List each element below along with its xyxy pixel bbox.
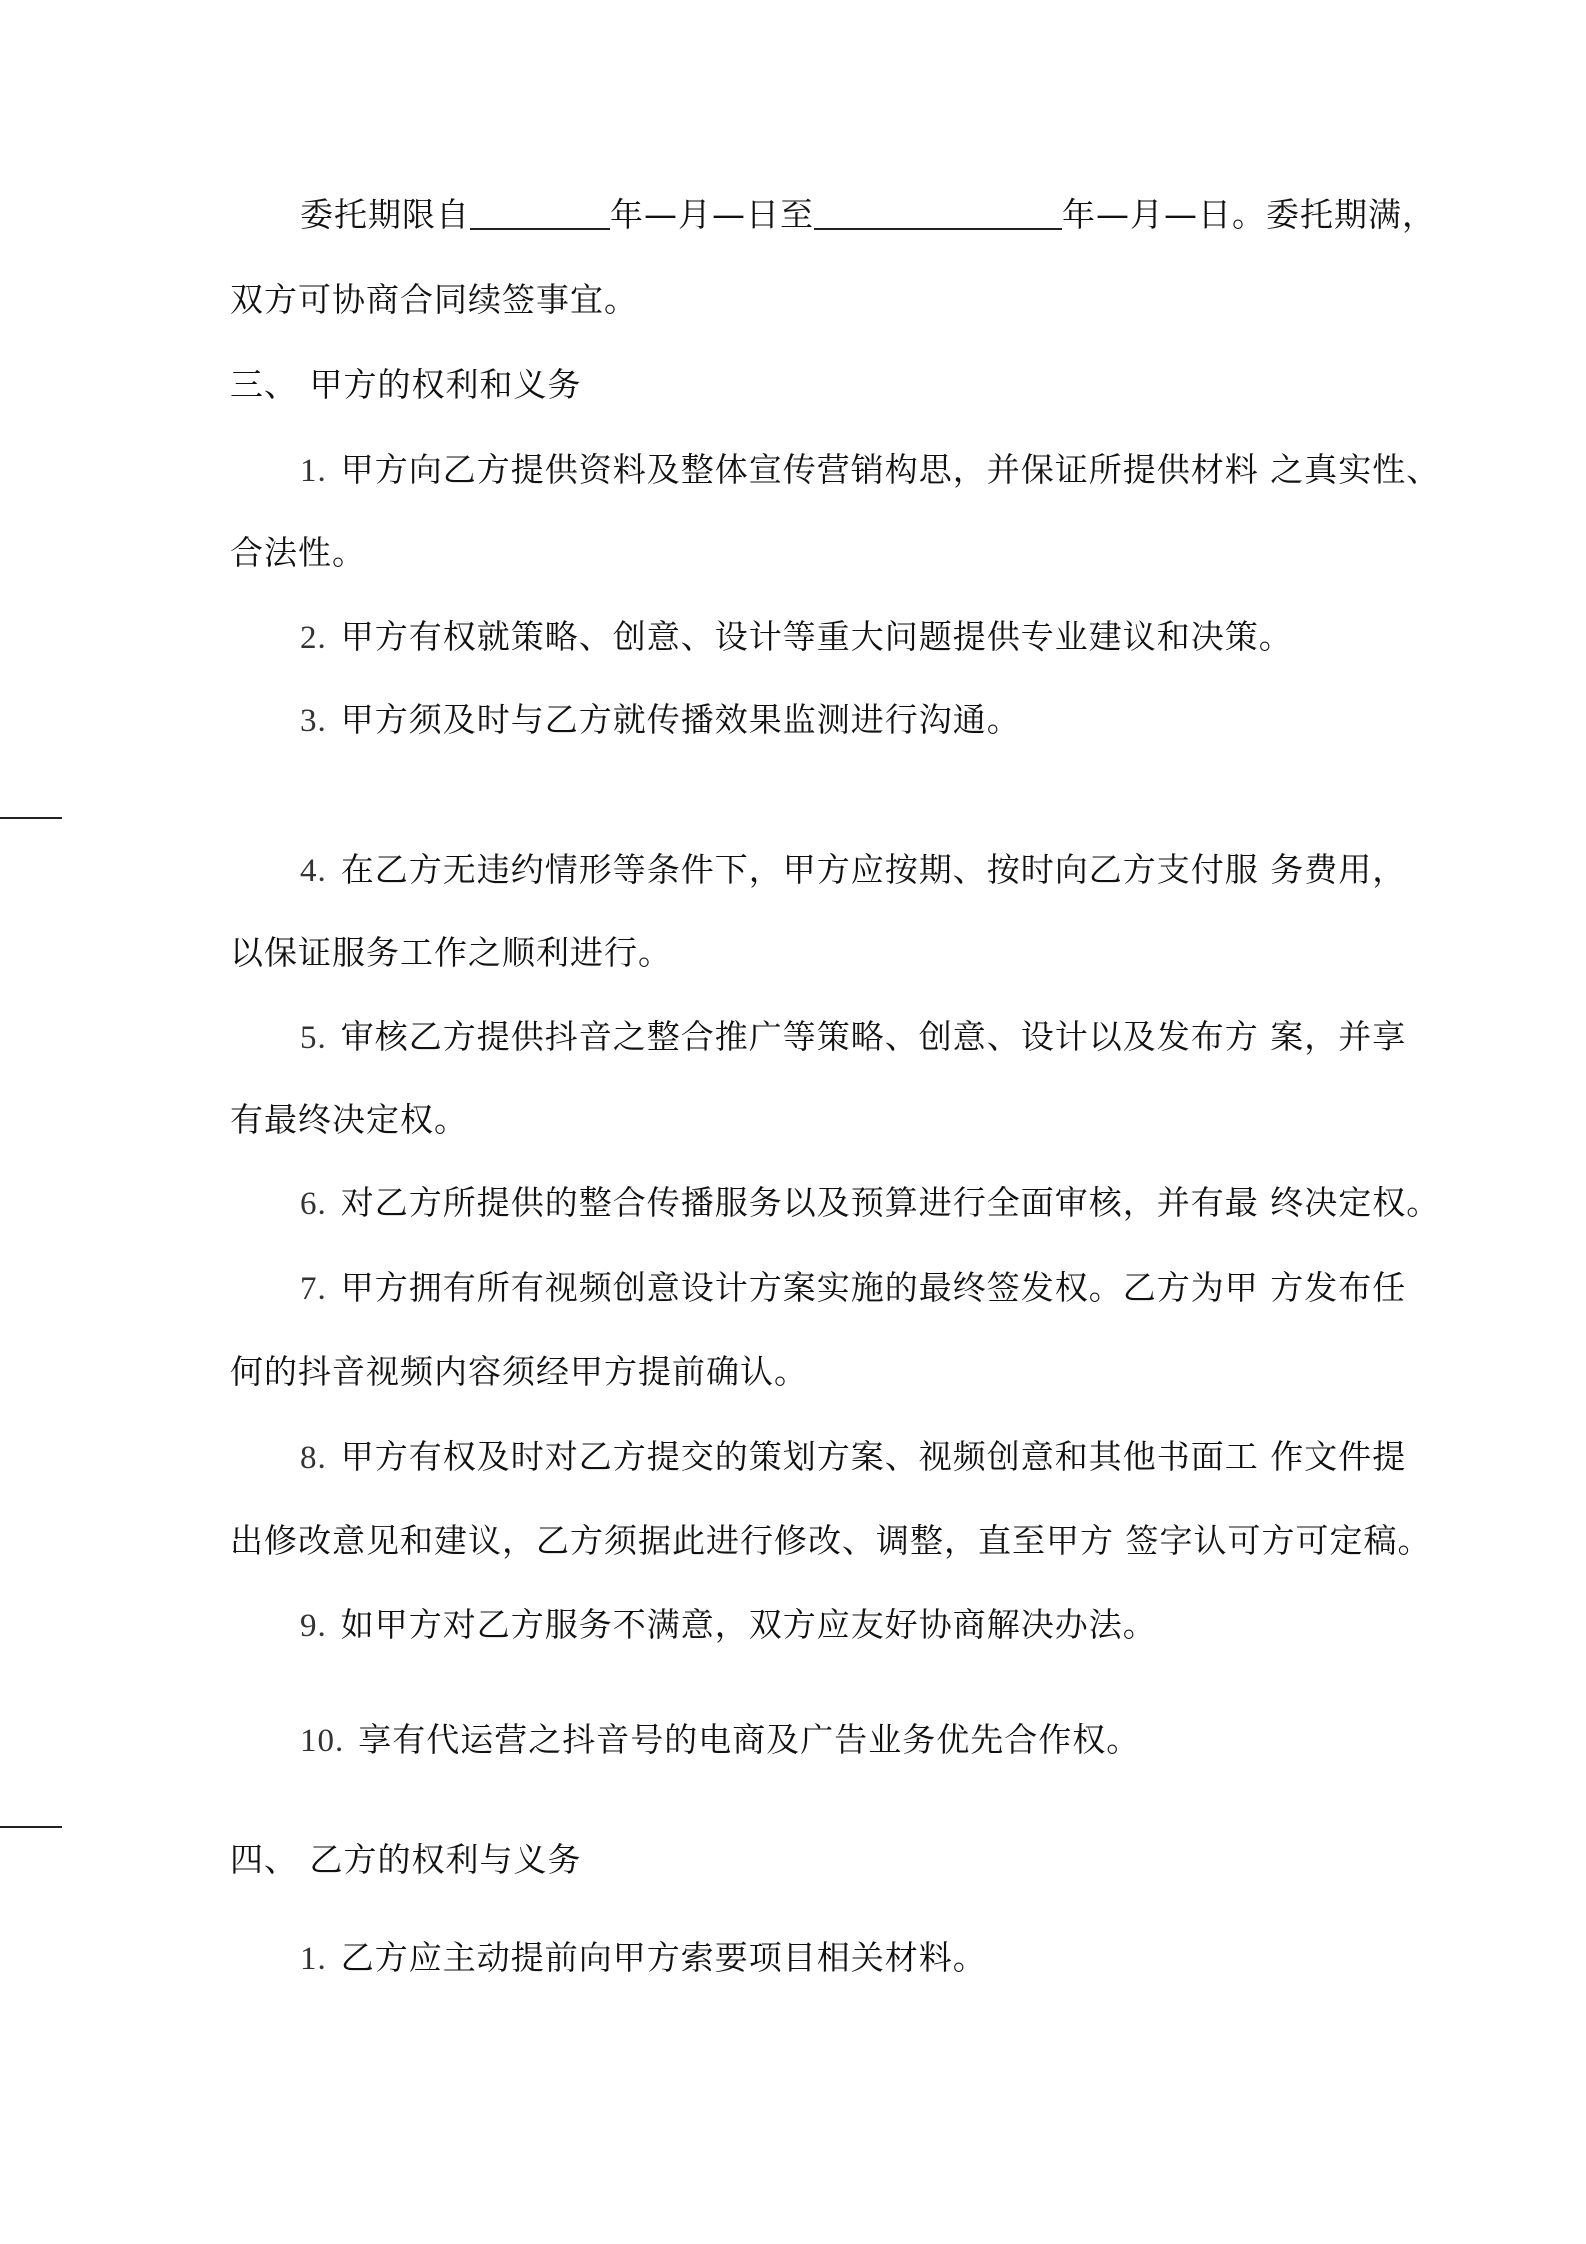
item-number: 3.	[300, 703, 327, 739]
section-heading: 四、 乙方的权利与义务	[230, 1840, 582, 1879]
list-item	[300, 850, 1406, 891]
list-item	[300, 1437, 1406, 1478]
item-number: 9.	[300, 1608, 327, 1644]
page-break-mark	[0, 1826, 62, 1828]
term-continuation: 双方可协商合同续签事宜。	[230, 280, 638, 319]
item-text: 甲方拥有所有视频创意设计方案实施的最终签发权。乙方为甲 方发布任	[340, 1268, 1407, 1307]
item-number: 7.	[300, 1271, 327, 1307]
item-number: 1.	[300, 1941, 327, 1977]
start-year-blank	[470, 198, 610, 230]
term-mid-label: 年—月—日至	[610, 195, 814, 234]
list-item-continuation: 有最终决定权。	[230, 1100, 468, 1139]
list-item	[300, 1720, 1140, 1761]
list-item	[300, 617, 1293, 658]
list-item-continuation: 出修改意见和建议，乙方须据此进行修改、调整，直至甲方 签字认可方可定稿。	[230, 1521, 1432, 1560]
item-number: 4.	[300, 853, 327, 889]
item-text: 在乙方无违约情形等条件下，甲方应按期、按时向乙方支付服 务费用，	[340, 850, 1407, 889]
list-item-continuation: 合法性。	[230, 533, 366, 572]
list-item	[300, 1183, 1440, 1224]
list-item-continuation: 何的抖音视频内容须经甲方提前确认。	[230, 1352, 808, 1391]
item-text: 对乙方所提供的整合传播服务以及预算进行全面审核，并有最 终决定权。	[340, 1183, 1441, 1222]
item-number: 8.	[300, 1440, 327, 1476]
item-number: 5.	[300, 1020, 327, 1056]
list-item	[300, 1938, 987, 1979]
item-text: 甲方有权就策略、创意、设计等重大问题提供专业建议和决策。	[340, 617, 1293, 656]
list-item	[300, 450, 1440, 491]
list-item	[300, 1605, 1157, 1646]
term-start-label: 委托期限自	[300, 195, 470, 234]
list-item-continuation: 以保证服务工作之顺利进行。	[230, 933, 672, 972]
item-text: 甲方须及时与乙方就传播效果监测进行沟通。	[340, 700, 1021, 739]
item-text: 享有代运营之抖音号的电商及广告业务优先合作权。	[358, 1720, 1141, 1759]
item-number: 10.	[300, 1723, 345, 1759]
page-break-mark	[0, 817, 62, 819]
end-year-blank	[814, 198, 1062, 230]
list-item	[300, 1268, 1406, 1309]
item-number: 1.	[300, 453, 327, 489]
item-text: 甲方向乙方提供资料及整体宣传营销构思，并保证所提供材料 之真实性、	[340, 450, 1441, 489]
item-text: 如甲方对乙方服务不满意，双方应友好协商解决办法。	[340, 1605, 1157, 1644]
section-heading: 三、 甲方的权利和义务	[230, 365, 582, 404]
item-text: 审核乙方提供抖音之整合推广等策略、创意、设计以及发布方 案，并享	[340, 1017, 1407, 1056]
term-line	[300, 195, 1436, 235]
list-item	[300, 700, 1021, 741]
item-number: 2.	[300, 620, 327, 656]
list-item	[300, 1017, 1406, 1058]
item-number: 6.	[300, 1186, 327, 1222]
item-text: 甲方有权及时对乙方提交的策划方案、视频创意和其他书面工 作文件提	[340, 1437, 1407, 1476]
term-end-label: 年—月—日。委托期满，	[1062, 195, 1436, 234]
item-text: 乙方应主动提前向甲方索要项目相关材料。	[340, 1938, 987, 1977]
